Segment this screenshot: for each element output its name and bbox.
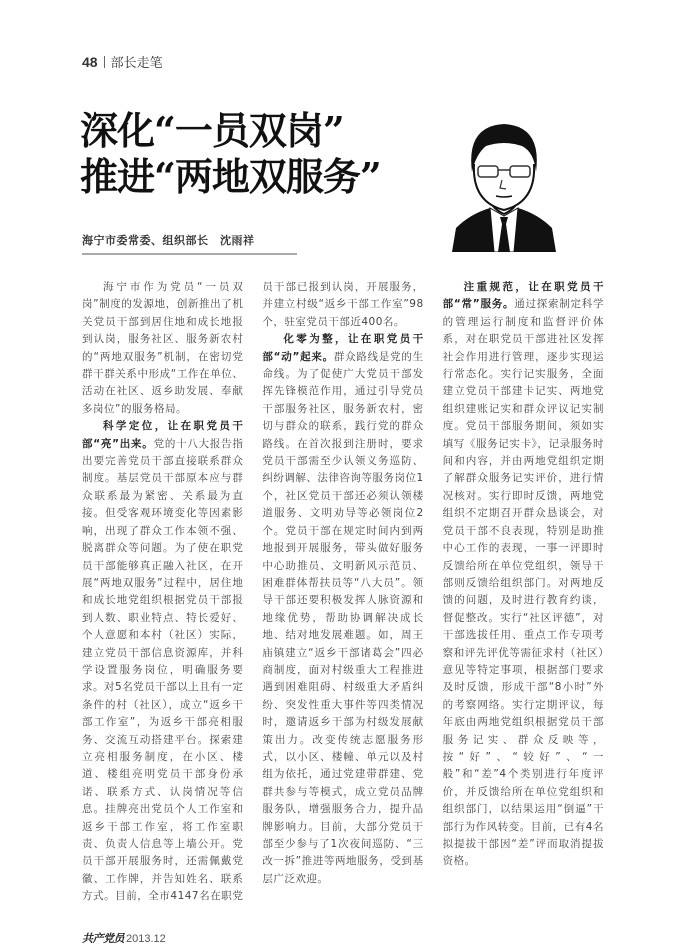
article-title bbox=[80, 108, 381, 200]
paragraph-text: 海宁市作为党员“一员双岗”制度的发源地，创新推出了机关党员干部到居住地和成长地报到认岗，服务社区、服务新农村的“两地双服务”机制，在密切党群干群关系中形成“工作在单位、活动在社区、返乡助发展、奉献多岗位”的服务格局。 bbox=[82, 281, 244, 415]
paragraph-section-2 bbox=[262, 331, 423, 888]
portrait-face bbox=[474, 164, 534, 210]
paragraph-lead: 化零为整，让在职党员干部“动”起来。 bbox=[262, 333, 424, 363]
header-divider bbox=[104, 56, 105, 68]
article-content bbox=[82, 279, 604, 946]
paragraph-lead: 注重规范，让在职党员干部“常”服务。 bbox=[442, 281, 604, 311]
paragraph-text: 群众路线是党的生命线。为了促使广大党员干部发挥先锋模范作用，通过引导党员干部服务社区，服务新农村，密切与群众的联系，践行党的群众路线。在首次报到注册时，要求党员干部需至少认领义务巡防、纠纷调解、法律咨询等服务岗位1个，社区党员干部还必须认领楼道服务、文明劝导等必领岗位2个。党员干部在规定时间内到两地报到开展服务，带头做好服务中心助推员、文明新风示范员、困难群体帮扶员等“八大员”。领导干部还要积极发挥人脉资源和地缘优势，帮助协调解决成长地、结对地发展难题。如，周王庙镇建立“返乡干部诸葛会”四必商制度，面对村级重大工程推进遇到困难阻碍、村级重大矛盾纠纷、突发性重大事件等四类情况时，邀请返乡干部为村级发展献策出力。改变传统志愿服务形式，以小区、楼幢、单元以及村组为依托，通过党建带群建、党群共参与等模式，成立党员品牌服务队，增强服务合力，提升品牌影响力。目前，大部分党员干部至少参与了1次夜间巡防、“三改一拆”推进等两地服务，受到基层广泛欢迎。 bbox=[262, 350, 424, 885]
magazine-logo: 共产党员 bbox=[82, 931, 124, 945]
paragraph-section-3 bbox=[443, 279, 604, 871]
issue-date: 2013.12 bbox=[126, 932, 166, 945]
page-number: 48 bbox=[82, 53, 98, 70]
byline-divider bbox=[82, 253, 297, 255]
page-footer bbox=[82, 930, 604, 946]
paragraph-lead: 科学定位，让在职党员干部“亮”出来。 bbox=[82, 420, 244, 450]
paragraph-text: 党的十八大报告指出要完善党员干部直接联系群众制度。基层党员干部原本应与群众联系最为紧密、关系最为直接。但受客观环境变化等因素影响，出现了群众工作本领不强、脱离群众等问题。为了使在职党员干部能够真正融入社区，在开展“两地双服务”过程中，居住地和成长地党组织根据党员干部报到人数、职业特点、特长爱好、个人意愿和本村（社区）实际，建立党员干部信息资源库，并科学设置服务岗位，明确服务要求。对5名党员干部以上且有一定条件的村（社区），成立“返乡干部工作室”，为返乡干部亮相服务、交流互动搭建平台。探索建立亮相服务制度，在小区、楼道、楼组亮明党员干部身份承诺、联系方式、认岗情况等信息。挂牌亮出党员个人工作室和返乡干部工作室，将工作室职责、负责人信息等上墙公开。党员干部开展服务时，还需佩戴党徽、工作牌，并告知姓名、联系方式。目前，全市4147名在职党员干部已报到认岗，开展服务，并建立村级“返乡干部工作室”98个，驻室党员干部近400名。 bbox=[82, 281, 424, 903]
section-name: 部长走笔 bbox=[110, 56, 163, 71]
title-line-2: 推进“两地双服务” bbox=[80, 154, 381, 199]
title-line-1: 深化“一员双岗” bbox=[80, 108, 344, 153]
page-header bbox=[82, 52, 163, 71]
author-portrait bbox=[450, 116, 558, 252]
paragraph-text: 通过探索制定科学的管理运行制度和监督评价体系，对在职党员干部进社区发挥社会作用进行管理，逐步实现运行常态化。实行记实服务，全面建立党员干部建卡记实、两地党组织建账记实和群众评议记实制度。党员干部服务期间，须如实填写《服务记实卡》，记录服务时间和内容，并由两地党组织定期了解群众服务记实评价，进行情况核对。实行即时反馈，两地党组织不定期召开群众恳谈会，对党员干部不良表现，特别是助推中心工作的表现，一事一评即时反馈给所在单位党组织，领导干部则反馈给组织部门。对两地反馈的问题，及时进行教育约谈，督促整改。实行“社区评德”，对干部选拔任用、重点工作专项考察和评先评优等需征求村（社区）意见等特定事项，根据部门要求及时反馈，形成干部“8小时”外的考察网络。实行定期评议，每年底由两地党组织根据党员干部服务记实、群众反映等，按“好”、“较好”、“一般”和“差”4个类别进行年度评价，并反馈给所在单位党组织和组织部门，以结果运用“倒逼”干部行为作风转变。目前，已有4名拟提拔干部因“差”评而取消提拔资格。 bbox=[442, 298, 604, 868]
article-body bbox=[82, 279, 604, 906]
paragraph-intro bbox=[82, 279, 243, 418]
author-byline: 海宁市委常委、组织部长 沈雨祥 bbox=[82, 234, 255, 247]
